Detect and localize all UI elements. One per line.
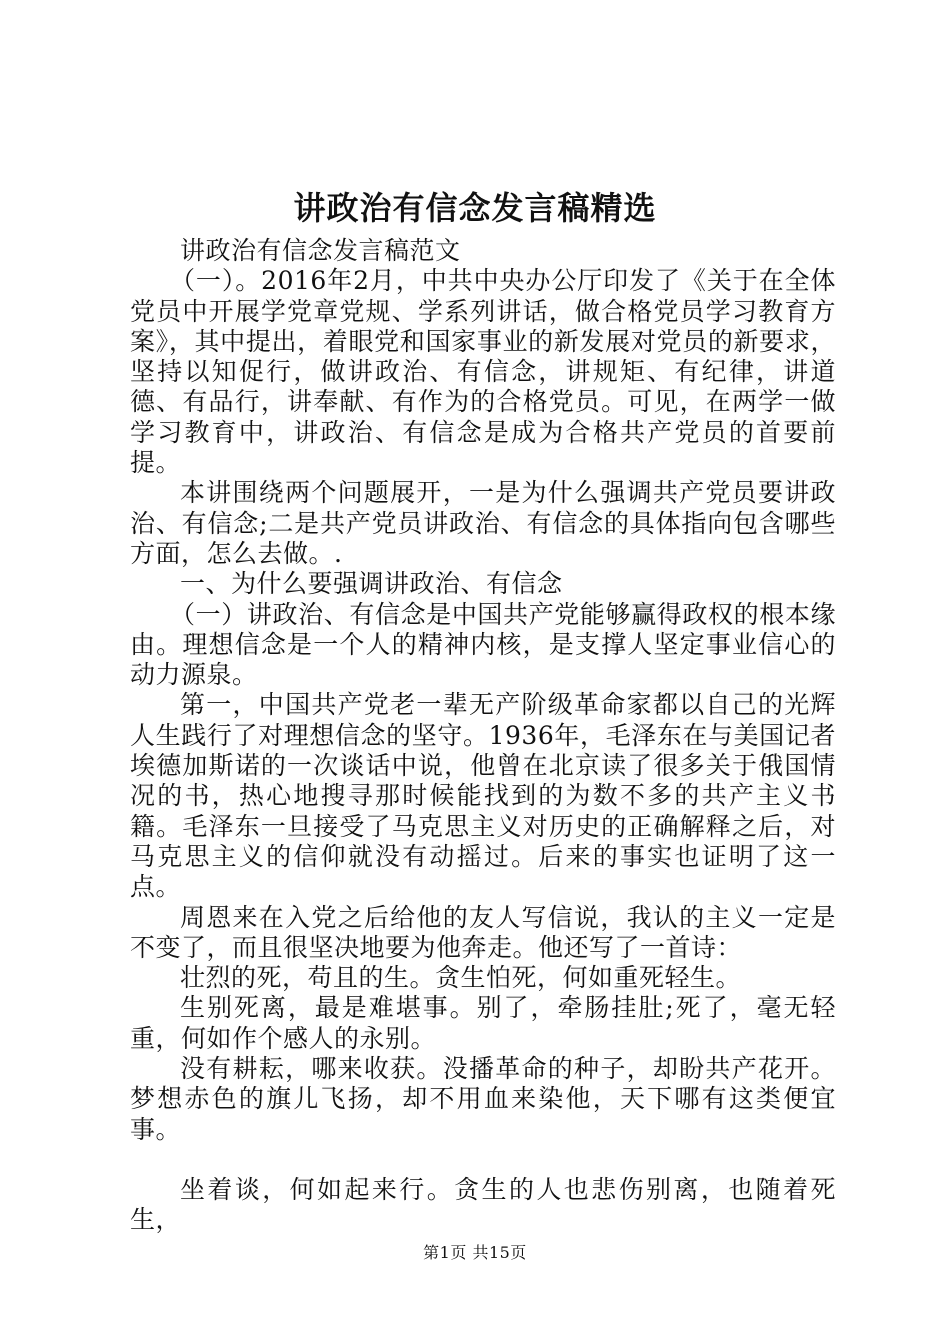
paragraph: 坐着谈，何如起来行。贪生的人也悲伤别离，也随着死生， (130, 1174, 836, 1235)
section-heading: 一、为什么要强调讲政治、有信念 (180, 569, 563, 599)
paragraph: 本讲围绕两个问题展开，一是为什么强调共产党员要讲政治、有信念;二是共产党员讲政治、有信念的具体指向包含哪些方面，怎么去做。. (130, 478, 836, 568)
document-body (130, 236, 836, 1236)
paragraph: （一）。2016年2月，中共中央办公厅印发了《关于在全体党员中开展学党章党规、学系列讲话，做合格党员学习教育方案》，其中提出，着眼党和国家事业的新发展对党员的新要求，坚持以知促行，做讲政治、有信念，讲规矩、有纪律，讲道德、有品行，讲奉献、有作为的合格党员。可见，在两学一做学习教育中，讲政治、有信念是成为合格共产党员的首要前提。 (130, 266, 836, 478)
poem-line: 生别死离，最是难堪事。别了，牵肠挂肚;死了，毫无轻重，何如作个感人的永别。 (130, 993, 836, 1053)
page-number-footer: 第1页 共15页 (423, 1243, 527, 1262)
paragraph: （一）讲政治、有信念是中国共产党能够赢得政权的根本缘由。理想信念是一个人的精神内核，是支撑人坚定事业信心的动力源泉。 (130, 599, 836, 690)
document-title: 讲政治有信念发言稿精选 (293, 189, 657, 227)
poem-line: 没有耕耘，哪来收获。没播革命的种子，却盼共产花开。梦想赤色的旗儿飞扬，却不用血来染他，天下哪有这类便宜事。 (130, 1054, 836, 1144)
paragraph: 第一，中国共产党老一辈无产阶级革命家都以自己的光辉人生践行了对理想信念的坚守。1936年，毛泽东在与美国记者埃德加斯诺的一次谈话中说，他曾在北京读了很多关于俄国情况的书，热心地搜寻那时候能找到的为数不多的共产主义书籍。毛泽东一旦接受了马克思主义对历史的正确解释之后，对马克思主义的信仰就没有动摇过。后来的事实也证明了这一点。 (130, 690, 836, 902)
paragraph: 周恩来在入党之后给他的友人写信说，我认的主义一定是不变了，而且很坚决地要为他奔走。他还写了一首诗： (130, 902, 836, 962)
paragraph-subtitle: 讲政治有信念发言稿范文 (180, 236, 461, 265)
poem-line: 壮烈的死，苟且的生。贪生怕死，何如重死轻生。 (180, 963, 742, 993)
